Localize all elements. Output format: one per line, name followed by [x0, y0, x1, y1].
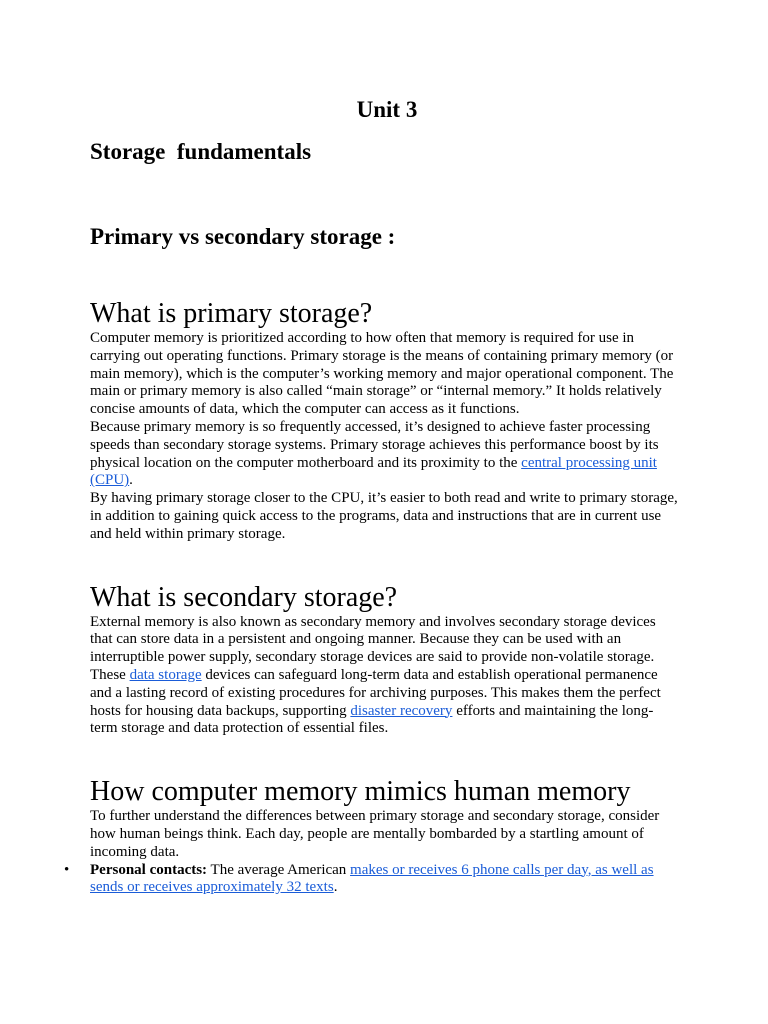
- bullet-end: .: [333, 879, 338, 896]
- document-subtitle: Storage fundamentals: [90, 139, 312, 164]
- primary-storage-paragraph-2-text: Because primary memory is so frequently accessed, it’s designed to achieve faster processing speeds than secondary storage systems. Primary storage achieves this performance boost by its physical location on the computer motherboard and its proximity to the: [90, 418, 659, 471]
- heading-human-memory: How computer memory mimics human memory: [90, 776, 631, 808]
- bullet-icon: •: [64, 861, 70, 878]
- link-disaster-recovery[interactable]: disaster recovery: [350, 702, 453, 719]
- list-item: [64, 861, 680, 898]
- primary-storage-paragraph-2-end: .: [129, 472, 133, 489]
- human-memory-bullet-list: [64, 861, 680, 898]
- section-heading-primary-vs-secondary: Primary vs secondary storage :: [90, 224, 396, 249]
- primary-storage-paragraph-1: Computer memory is prioritized according to how often that memory is required for use in carrying out operating functions. Primary storage is the means of containing primary memory (or main memory), which is the computer’s working memory and major operational component. The main or primary memory is also called “main storage” or “internal memory.” It holds relatively concise amounts of data, which the computer can access as it functions.: [90, 330, 674, 418]
- secondary-storage-text-a: External memory is also known as secondary memory and involves secondary storage devices that can store data in a persistent and ongoing manner. Because they can be used with an interruptible power supply, secondary storage devices are said to provide non-volatile storage. These: [90, 613, 656, 683]
- secondary-storage-paragraph: [90, 614, 680, 739]
- link-central-processing-unit[interactable]: central processing unit (CPU): [90, 454, 657, 489]
- bullet-text: The average American: [207, 861, 351, 878]
- human-memory-paragraph: To further understand the differences between primary storage and secondary storage, consider how human beings think. Each day, people are mentally bombarded by a startling amount of incoming data.: [90, 808, 660, 860]
- secondary-storage-text-b: devices can safeguard long-term data and establish operational permanence and a lasting record of existing procedures for archiving purposes. This makes them the perfect hosts for housing data backups, supporting: [90, 666, 661, 719]
- bullet-lead: Personal contacts:: [90, 861, 208, 878]
- primary-storage-paragraph-3: By having primary storage closer to the CPU, it’s easier to both read and write to primary storage, in addition to gaining quick access to the programs, data and instructions that are in current use and held within primary storage.: [90, 490, 678, 542]
- secondary-storage-text-c: efforts and maintaining the long-term storage and data protection of essential files.: [90, 702, 654, 737]
- primary-storage-paragraph-2: [90, 419, 680, 490]
- unit-title: Unit 3: [356, 97, 418, 122]
- heading-primary-storage: What is primary storage?: [90, 298, 373, 329]
- link-phone-calls-texts[interactable]: makes or receives 6 phone calls per day, as well as sends or receives approximately 32 texts: [90, 861, 654, 896]
- document-content: [64, 96, 680, 897]
- heading-secondary-storage: What is secondary storage?: [90, 581, 398, 613]
- link-data-storage[interactable]: data storage: [129, 666, 202, 683]
